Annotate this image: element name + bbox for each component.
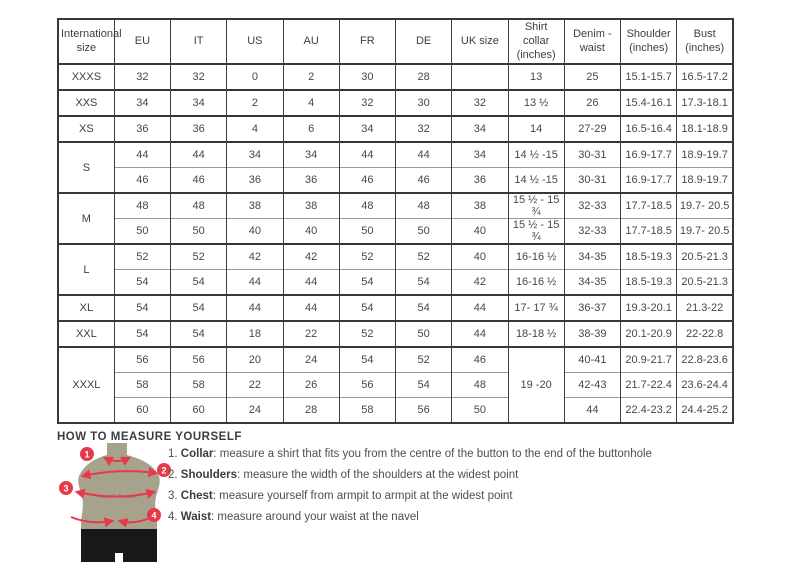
size-chart-header [58,19,733,64]
table-row [58,219,733,245]
table-cell: 34 [452,116,508,142]
table-cell: 20.5-21.3 [677,244,733,270]
table-cell: 44 [114,142,170,168]
collar-cell: 18-18 ½ [508,321,564,347]
table-row [58,347,733,373]
table-cell: 16.5-16.4 [621,116,677,142]
table-cell: 24 [227,398,283,424]
table-cell: 50 [452,398,508,424]
mannequin-illustration [57,441,177,566]
table-cell: 52 [396,347,452,373]
marker-4-number: 4 [151,510,157,521]
table-cell: 18.9-19.7 [677,168,733,194]
table-cell: 34-35 [564,244,620,270]
table-cell: 46 [114,168,170,194]
column-header: Bust (inches) [677,19,733,64]
table-cell: 54 [171,270,227,296]
table-cell: 44 [283,270,339,296]
table-cell: 44 [171,142,227,168]
table-cell: 52 [339,244,395,270]
shorts-shape [81,529,157,562]
size-chart-table [57,18,734,424]
column-header: US [227,19,283,64]
table-cell: 54 [339,295,395,321]
size-label-cell: XL [58,295,114,321]
table-cell: 2 [283,64,339,90]
table-cell: 18.5-19.3 [621,244,677,270]
table-cell: 21.7-22.4 [621,373,677,398]
table-cell: 22 [227,373,283,398]
table-cell: 50 [339,219,395,245]
table-cell: 30 [396,90,452,116]
table-cell: 19.3-20.1 [621,295,677,321]
table-row [58,398,733,424]
table-cell: 54 [396,373,452,398]
marker-1-number: 1 [84,449,90,460]
step-text: : measure a shirt that fits you from the centre of the button to the end of the buttonhole [213,448,652,460]
table-cell: 20 [227,347,283,373]
table-cell: 54 [171,321,227,347]
table-cell: 4 [283,90,339,116]
table-cell: 30-31 [564,142,620,168]
table-cell: 50 [171,219,227,245]
table-cell: 4 [227,116,283,142]
size-label-cell: XXXL [58,347,114,423]
step-number: 3. [168,490,181,502]
size-label-cell: XXL [58,321,114,347]
table-cell: 0 [227,64,283,90]
table-cell: 40-41 [564,347,620,373]
table-cell: 18 [227,321,283,347]
table-cell: 22.8-23.6 [677,347,733,373]
table-cell: 38 [227,193,283,219]
size-label-cell: XS [58,116,114,142]
table-cell: 54 [339,347,395,373]
column-header: EU [114,19,170,64]
collar-cell: 15 ½ - 15 ¾ [508,193,564,219]
table-row [58,116,733,142]
table-cell: 46 [452,347,508,373]
table-cell: 44 [396,142,452,168]
table-cell: 54 [396,270,452,296]
table-cell: 16.9-17.7 [621,168,677,194]
measure-step [168,465,652,486]
table-cell: 36 [452,168,508,194]
table-cell: 17.7-18.5 [621,219,677,245]
table-row [58,244,733,270]
table-cell: 32-33 [564,193,620,219]
step-label: Shoulders [180,469,238,481]
table-row [58,193,733,219]
table-cell: 48 [396,193,452,219]
table-cell: 34 [171,90,227,116]
table-cell: 36-37 [564,295,620,321]
table-cell: 44 [452,321,508,347]
table-cell: 44 [227,295,283,321]
table-cell: 58 [114,373,170,398]
table-row [58,168,733,194]
table-cell: 44 [452,295,508,321]
table-cell: 60 [171,398,227,424]
table-cell: 25 [564,64,620,90]
table-cell: 48 [171,193,227,219]
table-cell: 23.6-24.4 [677,373,733,398]
table-cell: 36 [227,168,283,194]
table-row [58,90,733,116]
table-cell: 21.3-22 [677,295,733,321]
table-cell: 42-43 [564,373,620,398]
table-cell: 28 [283,398,339,424]
size-chart-body [58,64,733,423]
table-cell: 28 [396,64,452,90]
table-cell: 34 [339,116,395,142]
table-cell: 46 [339,168,395,194]
measure-steps [168,444,652,528]
measure-figure [57,441,177,566]
table-cell: 36 [171,116,227,142]
table-row [58,295,733,321]
table-row [58,373,733,398]
table-cell: 44 [339,142,395,168]
table-cell: 17.7-18.5 [621,193,677,219]
column-header: Denim - waist [564,19,620,64]
step-label: Waist [180,511,212,523]
table-cell: 38 [452,193,508,219]
table-cell: 34 [227,142,283,168]
collar-cell: 16-16 ½ [508,270,564,296]
table-cell: 19.7- 20.5 [677,219,733,245]
table-cell: 15.1-15.7 [621,64,677,90]
table-cell: 38-39 [564,321,620,347]
step-number: 1. [168,448,181,460]
table-cell: 54 [114,270,170,296]
table-cell: 52 [396,244,452,270]
table-cell: 32 [171,64,227,90]
column-header: Shoulder (inches) [621,19,677,64]
table-cell: 40 [452,244,508,270]
table-cell: 24.4-25.2 [677,398,733,424]
table-cell: 50 [114,219,170,245]
column-header: IT [171,19,227,64]
table-cell: 56 [114,347,170,373]
size-label-cell: XXXS [58,64,114,90]
collar-cell: 14 ½ -15 [508,168,564,194]
column-header: Shirt collar (inches) [508,19,564,64]
table-cell: 18.1-18.9 [677,116,733,142]
table-cell: 46 [171,168,227,194]
table-cell: 2 [227,90,283,116]
step-label: Chest [180,490,213,502]
table-cell: 26 [564,90,620,116]
table-cell: 20.9-21.7 [621,347,677,373]
table-cell: 27-29 [564,116,620,142]
collar-cell: 17- 17 ¾ [508,295,564,321]
table-cell: 16.9-17.7 [621,142,677,168]
table-cell: 52 [339,321,395,347]
collar-cell: 14 ½ -15 [508,142,564,168]
table-cell: 26 [283,373,339,398]
table-cell: 36 [283,168,339,194]
table-cell: 34 [114,90,170,116]
table-cell: 42 [283,244,339,270]
table-cell: 24 [283,347,339,373]
table-cell: 32 [339,90,395,116]
table-cell: 54 [396,295,452,321]
collar-cell: 13 ½ [508,90,564,116]
table-cell: 34 [452,142,508,168]
table-cell: 46 [396,168,452,194]
collar-cell: 15 ½ - 15 ¾ [508,219,564,245]
table-cell: 18.5-19.3 [621,270,677,296]
table-cell: 32 [452,90,508,116]
measure-step [168,444,652,465]
table-cell: 22.4-23.2 [621,398,677,424]
step-number: 2. [168,469,181,481]
column-header: UK size [452,19,508,64]
column-header: International size [58,19,114,64]
table-cell: 52 [171,244,227,270]
table-cell: 54 [114,321,170,347]
table-cell: 44 [564,398,620,424]
table-cell: 40 [452,219,508,245]
size-label-cell: M [58,193,114,244]
table-cell: 56 [396,398,452,424]
measure-step [168,486,652,507]
table-cell: 18.9-19.7 [677,142,733,168]
marker-3-number: 3 [63,483,69,494]
table-cell: 50 [396,219,452,245]
table-cell: 54 [171,295,227,321]
table-cell: 30 [339,64,395,90]
size-label-cell: S [58,142,114,193]
table-cell: 40 [227,219,283,245]
table-cell: 34-35 [564,270,620,296]
table-cell: 50 [396,321,452,347]
table-cell: 54 [114,295,170,321]
table-cell: 16.5-17.2 [677,64,733,90]
table-row [58,142,733,168]
table-cell: 22-22.8 [677,321,733,347]
table-cell: 58 [171,373,227,398]
column-header: FR [339,19,395,64]
size-label-cell: XXS [58,90,114,116]
table-cell: 20.5-21.3 [677,270,733,296]
table-cell: 6 [283,116,339,142]
size-label-cell: L [58,244,114,295]
table-cell: 44 [227,270,283,296]
table-cell [452,64,508,90]
table-cell: 48 [452,373,508,398]
table-cell: 58 [339,398,395,424]
table-cell: 34 [283,142,339,168]
table-cell: 22 [283,321,339,347]
table-cell: 30-31 [564,168,620,194]
table-cell: 42 [452,270,508,296]
table-cell: 20.1-20.9 [621,321,677,347]
table-cell: 32 [114,64,170,90]
collar-cell: 13 [508,64,564,90]
table-cell: 17.3-18.1 [677,90,733,116]
table-cell: 52 [114,244,170,270]
table-cell: 19.7- 20.5 [677,193,733,219]
table-cell: 36 [114,116,170,142]
measure-step [168,507,652,528]
step-label: Collar [180,448,214,460]
table-cell: 38 [283,193,339,219]
step-text: : measure yourself from armpit to armpit at the widest point [212,490,513,502]
step-text: : measure around your waist at the navel [211,511,419,523]
header-row [58,19,733,64]
table-cell: 60 [114,398,170,424]
collar-cell: 19 -20 [508,347,564,423]
collar-cell: 16-16 ½ [508,244,564,270]
step-text: : measure the width of the shoulders at the widest point [237,469,519,481]
table-cell: 56 [339,373,395,398]
table-row [58,270,733,296]
table-cell: 42 [227,244,283,270]
marker-2-number: 2 [161,465,167,476]
table-cell: 40 [283,219,339,245]
measure-section-title: HOW TO MEASURE YOURSELF [57,431,242,443]
column-header: DE [396,19,452,64]
table-cell: 15.4-16.1 [621,90,677,116]
table-cell: 32-33 [564,219,620,245]
table-cell: 56 [171,347,227,373]
table-cell: 32 [396,116,452,142]
table-row [58,64,733,90]
table-cell: 44 [283,295,339,321]
table-row [58,321,733,347]
size-chart [57,18,734,424]
collar-cell: 14 [508,116,564,142]
step-number: 4. [168,511,181,523]
table-cell: 48 [339,193,395,219]
table-cell: 54 [339,270,395,296]
column-header: AU [283,19,339,64]
table-cell: 48 [114,193,170,219]
